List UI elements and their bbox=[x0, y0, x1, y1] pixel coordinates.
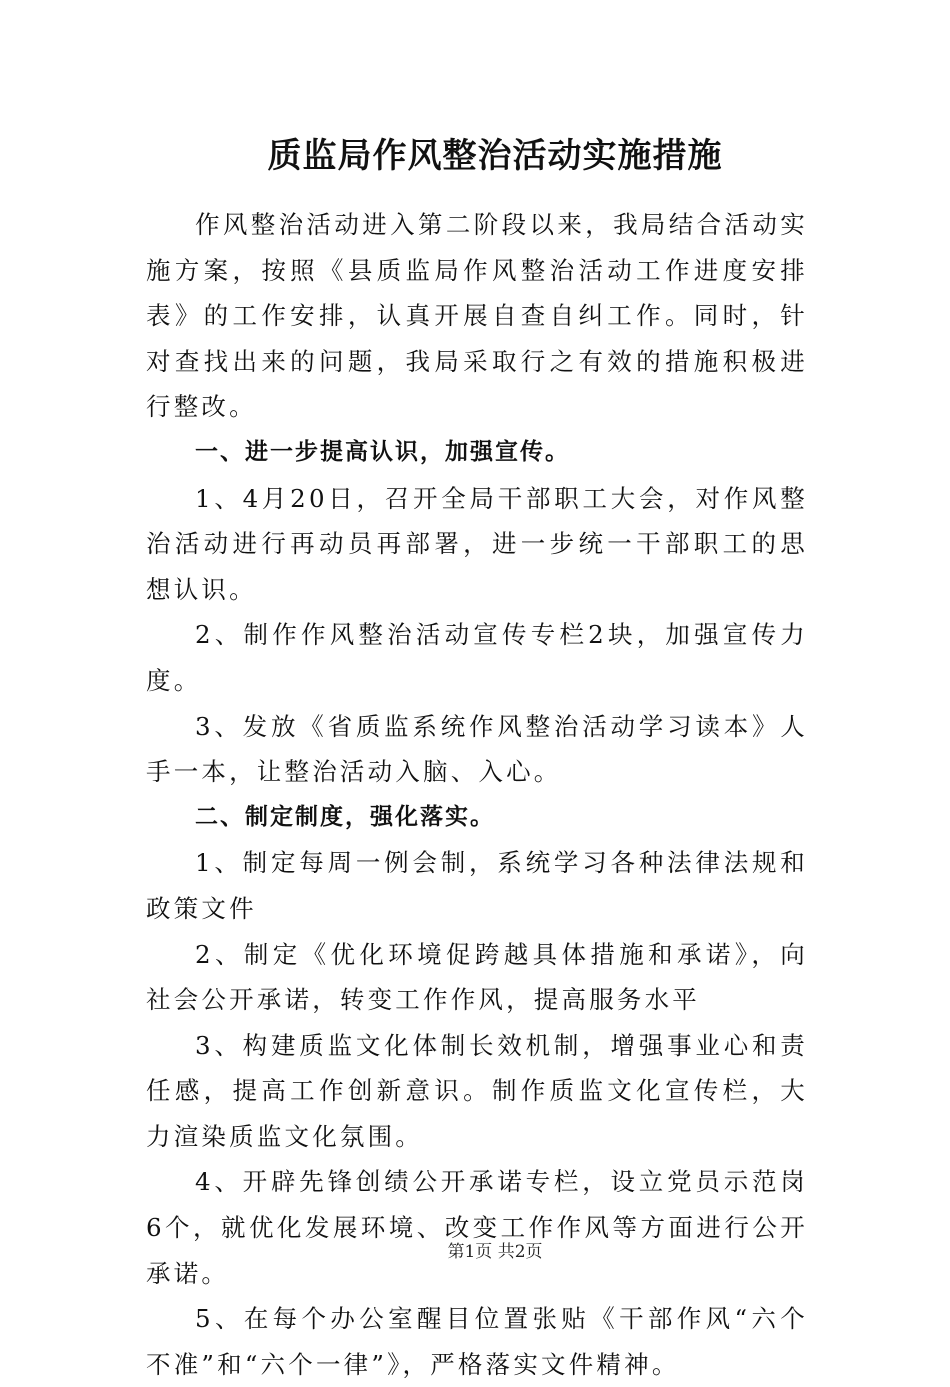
section-heading-2: 二、制定制度，强化落实。 bbox=[195, 803, 495, 830]
document-body bbox=[146, 202, 808, 1387]
paragraph-item: 2、制定《优化环境促跨越具体措施和承诺》，向社会公开承诺，转变工作作风，提高服务水平 bbox=[146, 939, 808, 1015]
paragraph-item: 5、在每个办公室醒目位置张贴《干部作风“六个不准”和“六个一律”》，严格落实文件精神。 bbox=[146, 1304, 808, 1379]
page-number-footer: 第1页 共2页 bbox=[447, 1242, 543, 1262]
paragraph-item: 4、开辟先锋创绩公开承诺专栏，设立党员示范岗6个，就优化发展环境、改变工作作风等方面进行公开承诺。 bbox=[146, 1167, 808, 1288]
paragraph-item: 3、发放《省质监系统作风整治活动学习读本》人手一本，让整治活动入脑、入心。 bbox=[146, 711, 808, 787]
paragraph-intro: 作风整治活动进入第二阶段以来，我局结合活动实施方案，按照《县质监局作风整治活动工作进度安排表》的工作安排，认真开展自查自纠工作。同时，针对查找出来的问题，我局采取行之有效的措施积极进行整改。 bbox=[146, 210, 808, 422]
paragraph-item: 1、制定每周一例会制，系统学习各种法律法规和政策文件 bbox=[146, 848, 808, 923]
document-title: 质监局作风整治活动实施措施 bbox=[267, 136, 723, 176]
paragraph-item: 1、4月20日，召开全局干部职工大会，对作风整治活动进行再动员再部署，进一步统一干部职工的思想认识。 bbox=[146, 483, 808, 604]
paragraph-item: 3、构建质监文化体制长效机制，增强事业心和责任感，提高工作创新意识。制作质监文化宣传栏，大力渲染质监文化氛围。 bbox=[146, 1030, 808, 1151]
section-heading-1: 一、进一步提高认识，加强宣传。 bbox=[195, 438, 570, 465]
paragraph-item: 2、制作作风整治活动宣传专栏2块，加强宣传力度。 bbox=[146, 620, 808, 695]
